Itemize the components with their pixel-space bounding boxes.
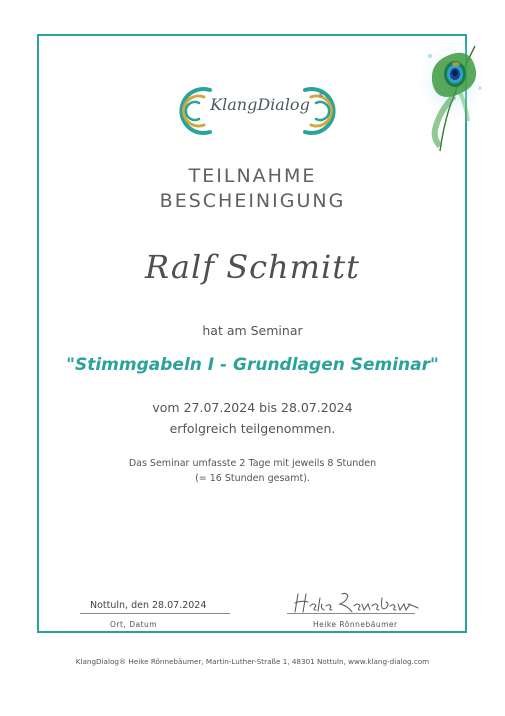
signer-label: Heike Rönnebäumer [313, 620, 398, 629]
intro-text: hat am Seminar [202, 323, 303, 338]
place-date-line [80, 613, 230, 614]
peacock-feather-icon [410, 26, 490, 156]
info-line-2: (= 16 Stunden gesamt). [195, 473, 310, 484]
participant-name: Ralf Schmitt [145, 248, 360, 286]
logo-text: KlangDialog [210, 95, 310, 114]
seminar-title: "Stimmgabeln I - Grundlagen Seminar" [66, 355, 439, 375]
completion-text: erfolgreich teilgenommen. [169, 421, 336, 436]
footer-text: KlangDialog® Heike Rönnebäumer, Martin-Luther-Straße 1, 48301 Nottuln, www.klang-dialog.com [75, 657, 430, 666]
place-date-label: Ort, Datum [110, 620, 158, 629]
date-range: vom 27.07.2024 bis 28.07.2024 [152, 400, 353, 415]
title-line-2: BESCHEINIGUNG [159, 190, 346, 212]
place-date: Nottuln, den 28.07.2024 [90, 600, 207, 611]
info-line-1: Das Seminar umfasste 2 Tage mit jeweils 8 Stunden [128, 458, 377, 469]
logo-registered-mark: ® [318, 92, 324, 99]
handwritten-signature-icon [290, 588, 420, 618]
title-line-1: TEILNAHME [188, 165, 317, 187]
